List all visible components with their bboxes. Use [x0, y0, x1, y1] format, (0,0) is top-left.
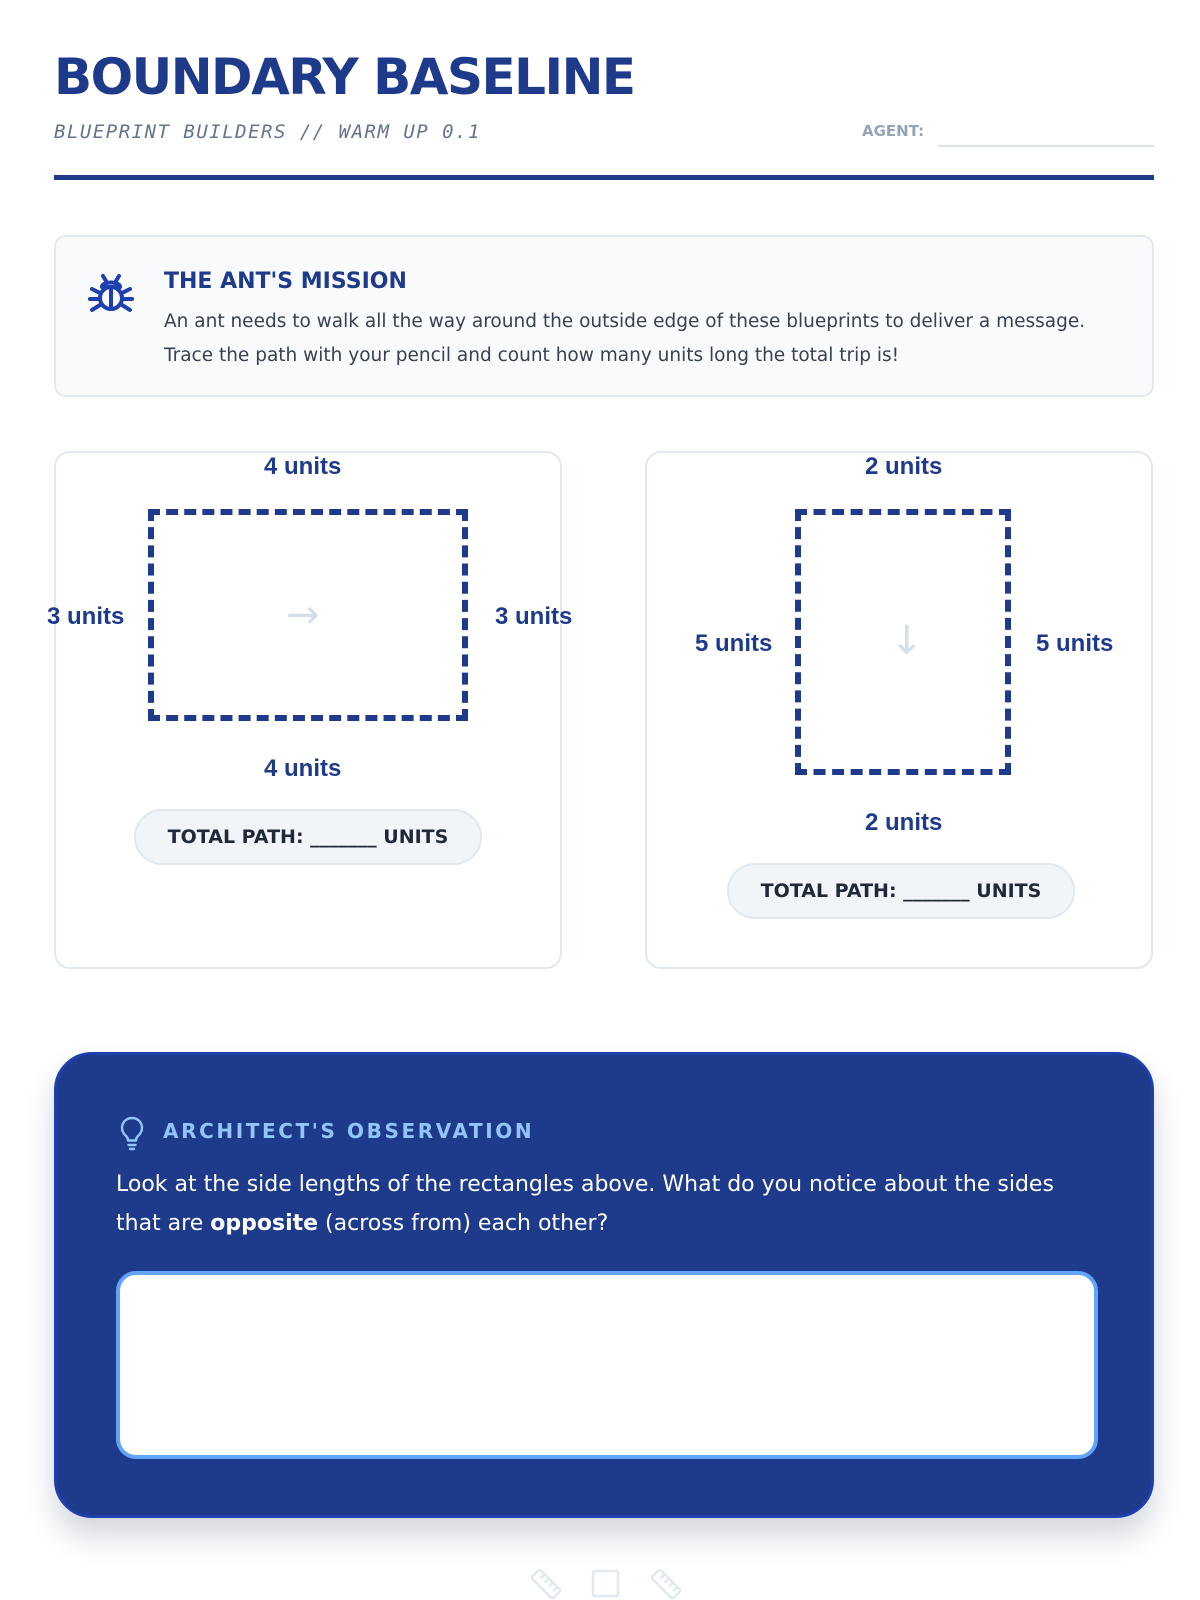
mission-title: THE ANT'S MISSION — [164, 269, 407, 294]
total-path-field[interactable]: TOTAL PATH: _______ UNITS — [727, 863, 1075, 919]
total-path-field[interactable]: TOTAL PATH: _______ UNITS — [134, 809, 482, 865]
lightbulb-icon — [119, 1115, 145, 1151]
square-icon — [593, 1571, 618, 1596]
observation-panel — [54, 1052, 1154, 1518]
bottom-side-label: 2 units — [865, 809, 943, 836]
bottom-side-label: 4 units — [264, 755, 342, 782]
ruler-icon — [531, 1569, 561, 1599]
header-divider — [54, 175, 1154, 180]
agent-label: AGENT: — [862, 122, 925, 140]
question-text-before: Look at the side lengths of the rectangles above. What do you notice about the sides that are — [116, 1172, 1054, 1236]
blueprint-card-2 — [645, 451, 1153, 969]
page-title: BOUNDARY BASELINE — [54, 48, 635, 106]
observation-title: ARCHITECT'S OBSERVATION — [163, 1119, 535, 1143]
observation-question — [116, 1165, 1096, 1243]
right-side-label: 3 units — [495, 603, 573, 630]
mission-box — [54, 235, 1154, 397]
footer-icons — [526, 1566, 686, 1600]
left-side-label: 3 units — [47, 603, 125, 630]
top-side-label: 2 units — [865, 453, 943, 480]
observation-answer-box[interactable] — [116, 1271, 1098, 1459]
arrow-right-icon: → — [286, 592, 320, 638]
bug-icon — [84, 265, 138, 319]
page-subtitle: BLUEPRINT BUILDERS // WARM UP 0.1 — [54, 121, 481, 143]
agent-name-input[interactable] — [938, 116, 1154, 147]
ruler-icon — [651, 1569, 681, 1599]
question-emphasis: opposite — [210, 1211, 319, 1236]
top-side-label: 4 units — [264, 453, 342, 480]
question-text-after: (across from) each other? — [318, 1211, 609, 1236]
mission-text: An ant needs to walk all the way around the outside edge of these blueprints to deliver a message. Trace the path with your pencil and count how many units long the total trip is! — [164, 311, 1086, 366]
right-side-label: 5 units — [1036, 630, 1114, 657]
arrow-down-icon: ↓ — [890, 618, 924, 664]
blueprint-card-1 — [47, 451, 573, 969]
left-side-label: 5 units — [695, 630, 773, 657]
